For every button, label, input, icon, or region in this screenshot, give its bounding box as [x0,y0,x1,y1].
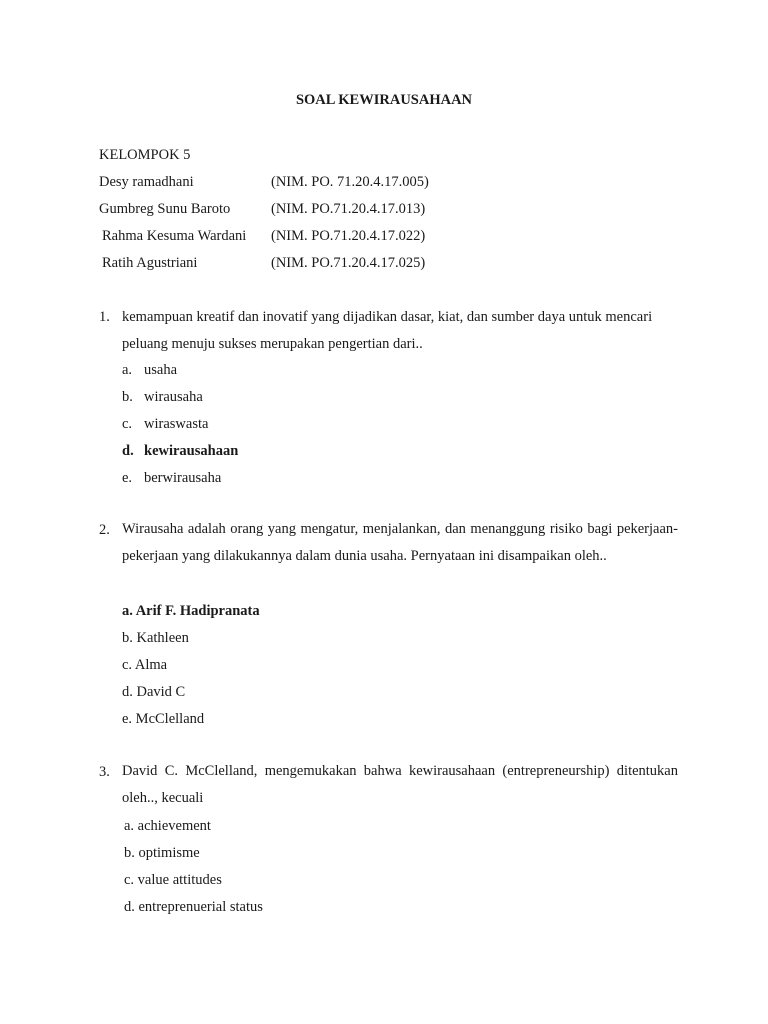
option: c. value attitudes [124,872,222,888]
option-text-answer: kewirausahaan [144,443,239,459]
option-letter: a. [122,362,133,378]
member-nim: (NIM. PO. 71.20.4.17.005) [271,174,429,190]
option: d. entreprenuerial status [124,899,263,915]
option: a. achievement [124,818,211,834]
option: d. David C [122,684,186,700]
option: e. McClelland [122,711,205,727]
question-number: 2. [99,522,110,538]
member-name: Desy ramadhani [99,174,194,190]
member-nim: (NIM. PO.71.20.4.17.022) [271,228,426,244]
option-answer: a. Arif F. Hadipranata [122,603,260,619]
option: c. Alma [122,657,168,673]
member-nim: (NIM. PO.71.20.4.17.013) [271,201,426,217]
member-name: Rahma Kesuma Wardani [102,228,247,244]
member-nim: (NIM. PO.71.20.4.17.025) [271,255,426,271]
option-text: berwirausaha [144,470,222,486]
question-text-line: kemampuan kreatif dan inovatif yang dijadikan dasar, kiat, dan sumber daya untuk mencari [122,309,653,325]
option-letter: c. [122,416,133,432]
question-text: David C. McClelland, mengemukakan bahwa kewirausahaan (entrepreneurship) ditentukan oleh.., kecuali [122,763,678,806]
member-name: Ratih Agustriani [102,255,198,271]
question-text-line: peluang menuju sukses merupakan pengertian dari.. [122,336,423,352]
question-number: 1. [99,309,110,325]
option: b. Kathleen [122,630,189,646]
member-name: Gumbreg Sunu Baroto [99,201,231,217]
option-text: wirausaha [144,389,203,405]
option-letter: e. [122,470,133,486]
option-letter: b. [122,389,133,405]
option-text: usaha [144,362,178,378]
document-title: SOAL KEWIRAUSAHAAN [295,92,473,108]
option-letter-answer: d. [122,443,134,459]
option: b. optimisme [124,845,200,861]
question-number: 3. [99,764,110,780]
question-text: Wirausaha adalah orang yang mengatur, menjalankan, dan menanggung risiko bagi pekerjaan-pekerjaan yang dilakukannya dalam dunia usaha. Pernyataan ini disampaikan oleh.. [122,521,678,564]
group-label: KELOMPOK 5 [99,147,191,163]
option-text: wiraswasta [144,416,209,432]
